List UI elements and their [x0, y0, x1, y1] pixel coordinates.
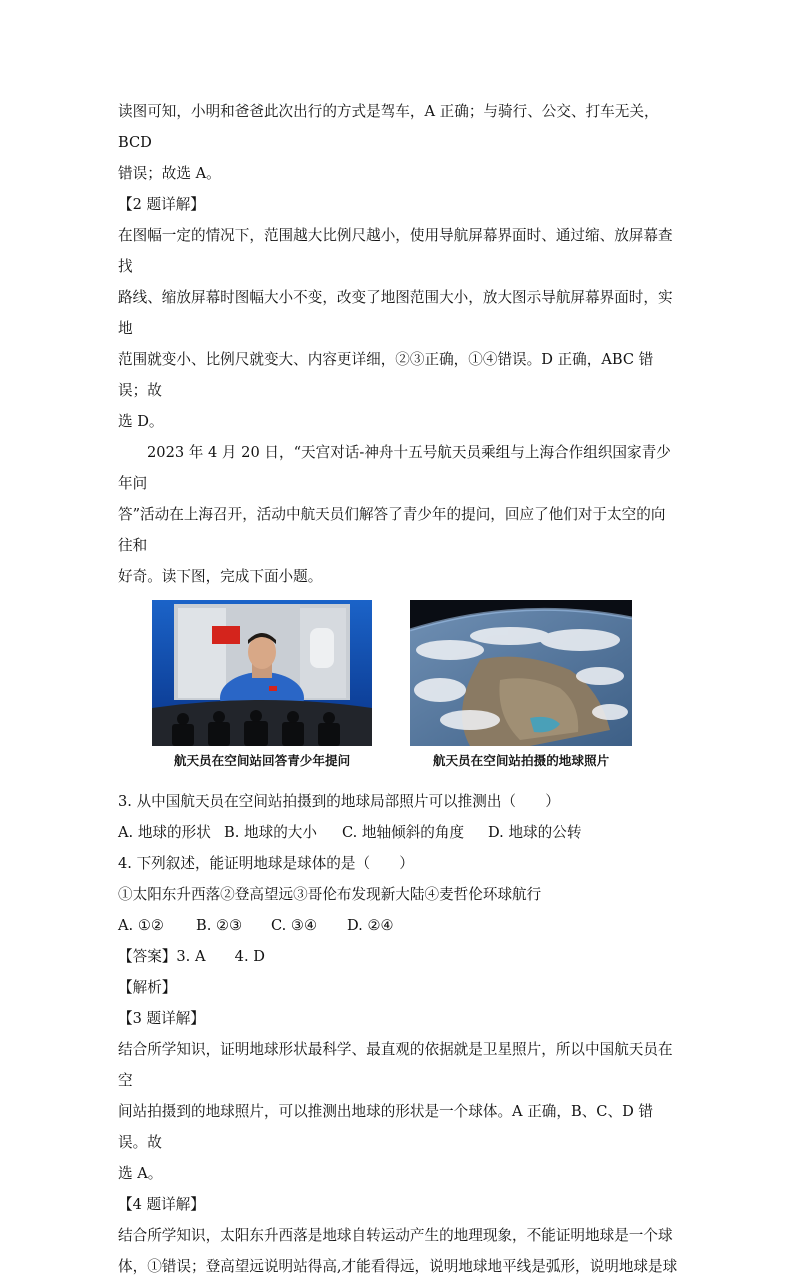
paragraph-line: 间站拍摄到的地球照片，可以推测出地球的形状是一个球体。A 正确，B、C、D 错误。故: [118, 1103, 654, 1151]
paragraph-line: 路线、缩放屏幕时图幅大小不变，改变了地图范围大小，放大图示导航屏幕界面时，实地: [118, 289, 673, 337]
question-3-options: [118, 817, 678, 848]
option-a: A. ①②: [118, 917, 164, 934]
intro-line: 答”活动在上海召开，活动中航天员们解答了青少年的提问，回应了他们对于太空的向往和: [118, 506, 666, 554]
answer-line: 【答案】3. A 4. D: [118, 948, 265, 965]
paragraph-line: 读图可知，小明和爸爸此次出行的方式是驾车，A 正确；与骑行、公交、打车无关，BCD: [118, 103, 659, 151]
question-4-options: [118, 910, 678, 941]
question-4-statements: ①太阳东升西落②登高望远③哥伦布发现新大陆④麦哲伦环球航行: [118, 886, 542, 903]
document-body: [118, 96, 678, 1282]
paragraph-line: 选 A。: [118, 1165, 163, 1182]
section-heading-q2: 【2 题详解】: [118, 196, 205, 213]
intro-line: 2023 年 4 月 20 日，“天宫对话-神舟十五号航天员乘组与上海合作组织国家青少年问: [118, 444, 671, 492]
intro-line: 好奇。读下图，完成下面小题。: [118, 568, 323, 585]
option-c: C. 地轴倾斜的角度: [342, 824, 465, 841]
astronaut-photo: [152, 600, 372, 746]
paragraph-line: 错误；故选 A。: [118, 165, 221, 182]
paragraph-line: 结合所学知识，证明地球形状最科学、最直观的依据就是卫星照片，所以中国航天员在空: [118, 1041, 673, 1089]
option-b: B. ②③: [196, 917, 243, 934]
analysis-heading: 【解析】: [118, 979, 177, 996]
question-3: 3. 从中国航天员在空间站拍摄到的地球局部照片可以推测出（ ）: [118, 793, 560, 810]
paragraph-line: 范围就变小、比例尺就变大、内容更详细，②③正确，①④错误。D 正确，ABC 错误；故: [118, 351, 654, 399]
paragraph-line: 结合所学知识，太阳东升西落是地球自转运动产生的地理现象，不能证明地球是一个球: [118, 1227, 673, 1244]
figure-astronaut: [152, 600, 372, 769]
option-c: C. ③④: [271, 917, 318, 934]
paragraph-line: 在图幅一定的情况下，范围越大比例尺越小，使用导航屏幕界面时、通过缩、放屏幕查找: [118, 227, 673, 275]
figure-earth: [410, 600, 632, 769]
option-d: D. 地球的公转: [488, 824, 582, 841]
figure-caption: 航天员在空间站回答青少年提问: [173, 753, 351, 768]
figure-row: [118, 600, 678, 780]
option-b: B. 地球的大小: [224, 824, 317, 841]
paragraph-line: 体，①错误；登高望远说明站得高,才能看得远，说明地球地平线是弧形，说明地球是球: [118, 1258, 678, 1275]
question-4: 4. 下列叙述，能证明地球是球体的是（ ）: [118, 855, 414, 872]
section-heading-q3: 【3 题详解】: [118, 1010, 205, 1027]
figure-caption: 航天员在空间站拍摄的地球照片: [432, 753, 610, 768]
section-heading-q4: 【4 题详解】: [118, 1196, 205, 1213]
paragraph-line: 选 D。: [118, 413, 164, 430]
option-d: D. ②④: [347, 917, 394, 934]
option-a: A. 地球的形状: [118, 824, 211, 841]
earth-photo: [410, 600, 632, 746]
